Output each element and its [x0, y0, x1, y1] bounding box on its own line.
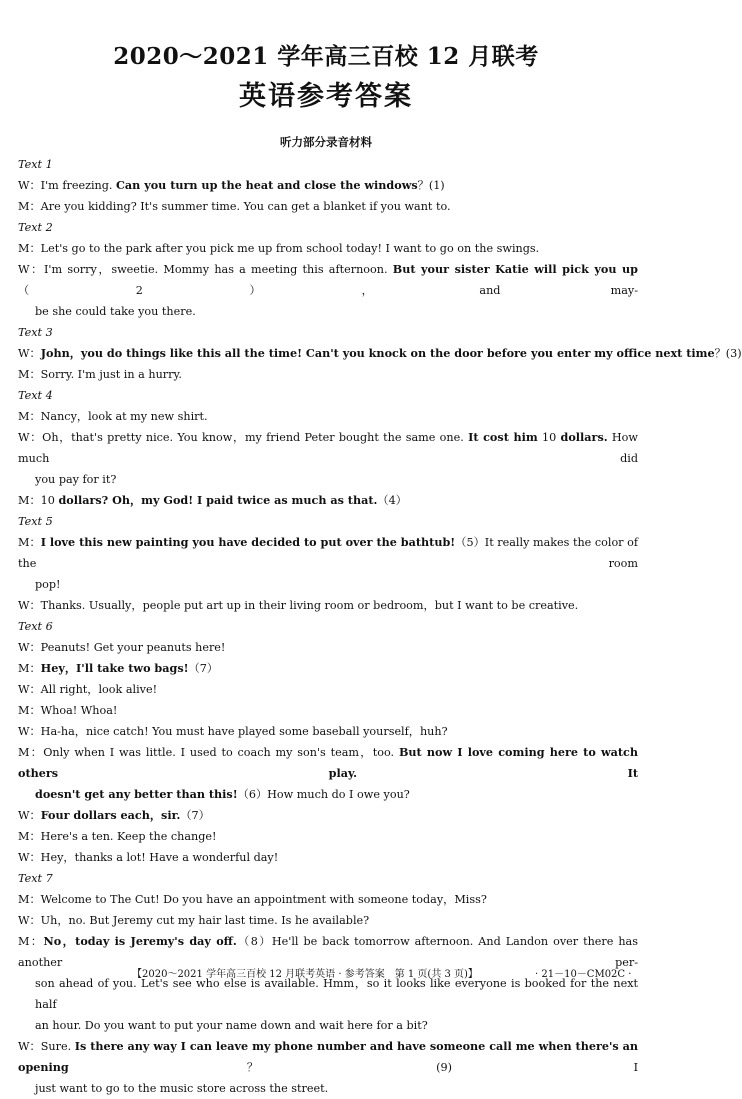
- dialogue-text: just want to go to the music store across the street.: [35, 1082, 329, 1095]
- dialogue-text: W：Hey，thanks a lot! Have a wonderful day!: [18, 851, 279, 864]
- dialogue-line: [18, 490, 638, 511]
- dialogue-line: [18, 427, 638, 469]
- footer-page-info: 【2020～2021 学年高三百校 12 月联考英语 · 参考答案 第 1 页(共 3 页)】: [132, 969, 478, 980]
- dialogue-text: son ahead of you. Let's see who else is available. Hmm，so it looks like everyone is booked for the next half: [35, 977, 638, 1011]
- dialogue-text: M：Nancy，look at my new shirt.: [18, 410, 208, 423]
- document-title: 2020～2021 学年高三百校 12 月联考: [113, 43, 539, 70]
- section-title: 听力部分录音材料: [280, 135, 372, 149]
- dialogue-text: M：Here's a ten. Keep the change!: [18, 830, 217, 843]
- dialogue-text: ？(1): [417, 179, 445, 192]
- dialogue-text: be she could take you there.: [35, 305, 196, 318]
- dialogue-text: W：: [18, 347, 41, 360]
- dialogue-line: [18, 700, 638, 721]
- dialogue-text: M：10: [18, 494, 59, 507]
- dialogue-text: M：: [18, 935, 44, 948]
- dialogue-line: [18, 721, 638, 742]
- answer-key-text: I love this new painting you have decided to put over the bathtub!: [40, 535, 456, 549]
- dialogue-text: ？(9) I: [68, 1061, 638, 1074]
- answer-key-text: It cost him: [468, 430, 538, 444]
- dialogue-text: ？(3): [714, 347, 742, 360]
- dialogue-line: [18, 637, 638, 658]
- dialogue-line: [18, 364, 638, 385]
- dialogue-continuation: [18, 1015, 638, 1036]
- answer-key-text: But now I love coming here to watch others play. It: [18, 745, 638, 780]
- text-label: Text 3: [18, 326, 53, 339]
- dialogue-line: [18, 826, 638, 847]
- dialogue-line: [18, 175, 638, 196]
- dialogue-text: W：I'm sorry，sweetie. Mommy has a meeting this afternoon.: [18, 263, 393, 276]
- dialogue-text: （6）How much do I owe you?: [237, 788, 410, 801]
- dialogue-text: W：Uh，no. But Jeremy cut my hair last time. Is he available?: [18, 914, 370, 927]
- dialogue-line: [18, 847, 638, 868]
- dialogue-text: How much did: [18, 431, 638, 465]
- dialogue-continuation: [18, 301, 638, 322]
- dialogue-text: W：All right，look alive!: [18, 683, 158, 696]
- dialogue-line: [18, 910, 638, 931]
- dialogue-continuation: [18, 1078, 638, 1099]
- dialogue-text: M：: [18, 662, 41, 675]
- dialogue-line: [18, 1036, 638, 1078]
- dialogue-line: [18, 259, 638, 301]
- dialogue-text: （5）It really makes the color of the room: [18, 536, 638, 570]
- text-label: Text 4: [18, 389, 53, 402]
- dialogue-line: [18, 532, 638, 574]
- answer-key-text: But your sister Katie will pick you up: [392, 262, 638, 276]
- answer-key-text: Is there any way I can leave my phone number and have someone call me when there's an opening: [18, 1039, 638, 1074]
- dialogue-text: W：Ha-ha，nice catch! You must have played some baseball yourself，huh?: [18, 725, 448, 738]
- dialogue-line: [18, 679, 638, 700]
- dialogue-line: [18, 343, 742, 364]
- dialogue-text: （7）: [188, 662, 219, 675]
- dialogue-text: M：Whoa! Whoa!: [18, 704, 118, 717]
- dialogue-line: [18, 742, 638, 784]
- dialogue-text: pop!: [35, 578, 61, 591]
- dialogue-text: W：Peanuts! Get your peanuts here!: [18, 641, 226, 654]
- dialogue-text: an hour. Do you want to put your name down and wait here for a bit?: [35, 1019, 428, 1032]
- dialogue-text: W：Thanks. Usually，people put art up in their living room or bedroom，but I want to be creative.: [18, 599, 579, 612]
- dialogue-text: （7）: [180, 809, 210, 822]
- dialogue-text: M：Let's go to the park after you pick me up from school today! I want to go on the swings.: [18, 242, 540, 255]
- dialogue-line: [18, 805, 638, 826]
- dialogue-continuation: [18, 469, 638, 490]
- dialogue-text: M：Sorry. I'm just in a hurry.: [18, 368, 182, 381]
- dialogue-text: M：Are you kidding? It's summer time. You can get a blanket if you want to.: [18, 200, 451, 213]
- dialogue-text: you pay for it?: [35, 473, 117, 486]
- answer-key-text: Hey，I'll take two bags!: [40, 661, 189, 675]
- dialogue-continuation: [18, 784, 638, 805]
- transcript: [18, 154, 742, 1099]
- dialogue-text: M：Only when I was little. I used to coach my son's team，too.: [18, 746, 399, 759]
- text-label: Text 2: [18, 221, 53, 234]
- answer-key-text: Can you turn up the heat and close the windows: [116, 178, 418, 192]
- dialogue-text: 10: [537, 431, 561, 444]
- dialogue-line: [18, 406, 638, 427]
- answer-key-text: John，you do things like this all the time! Can't you knock on the door before you enter my office next time: [40, 346, 715, 360]
- dialogue-text: M：Welcome to The Cut! Do you have an appointment with someone today，Miss?: [18, 893, 487, 906]
- text-label: Text 7: [18, 872, 53, 885]
- dialogue-text: （4）: [377, 494, 407, 507]
- dialogue-line: [18, 196, 638, 217]
- document-subtitle: 英语参考答案: [239, 81, 413, 112]
- text-label: Text 5: [18, 515, 53, 528]
- dialogue-continuation: [18, 574, 638, 595]
- dialogue-text: M：: [18, 536, 41, 549]
- dialogue-text: W：I'm freezing.: [18, 179, 117, 192]
- answer-key-text: doesn't get any better than this!: [35, 787, 238, 801]
- answer-key-text: dollars.: [560, 430, 608, 444]
- text-label: Text 6: [18, 620, 53, 633]
- answer-key-text: dollars? Oh，my God! I paid twice as much as that.: [58, 493, 378, 507]
- dialogue-text: （8）He'll be back tomorrow afternoon. And Landon over there has another per-: [18, 935, 638, 969]
- dialogue-line: [18, 595, 638, 616]
- dialogue-text: W：Oh，that's pretty nice. You know，my friend Peter bought the same one.: [18, 431, 469, 444]
- dialogue-text: W：Sure.: [18, 1040, 75, 1053]
- dialogue-line: [18, 658, 638, 679]
- dialogue-text: （2），and may-: [18, 284, 638, 297]
- answer-key-text: Four dollars each，sir.: [40, 808, 181, 822]
- answer-key-text: No，today is Jeremy's day off.: [43, 934, 237, 948]
- text-label: Text 1: [18, 158, 53, 171]
- dialogue-line: [18, 889, 638, 910]
- dialogue-text: W：: [18, 809, 41, 822]
- footer-code: · 21－10－CM02C ·: [535, 969, 632, 980]
- dialogue-line: [18, 238, 638, 259]
